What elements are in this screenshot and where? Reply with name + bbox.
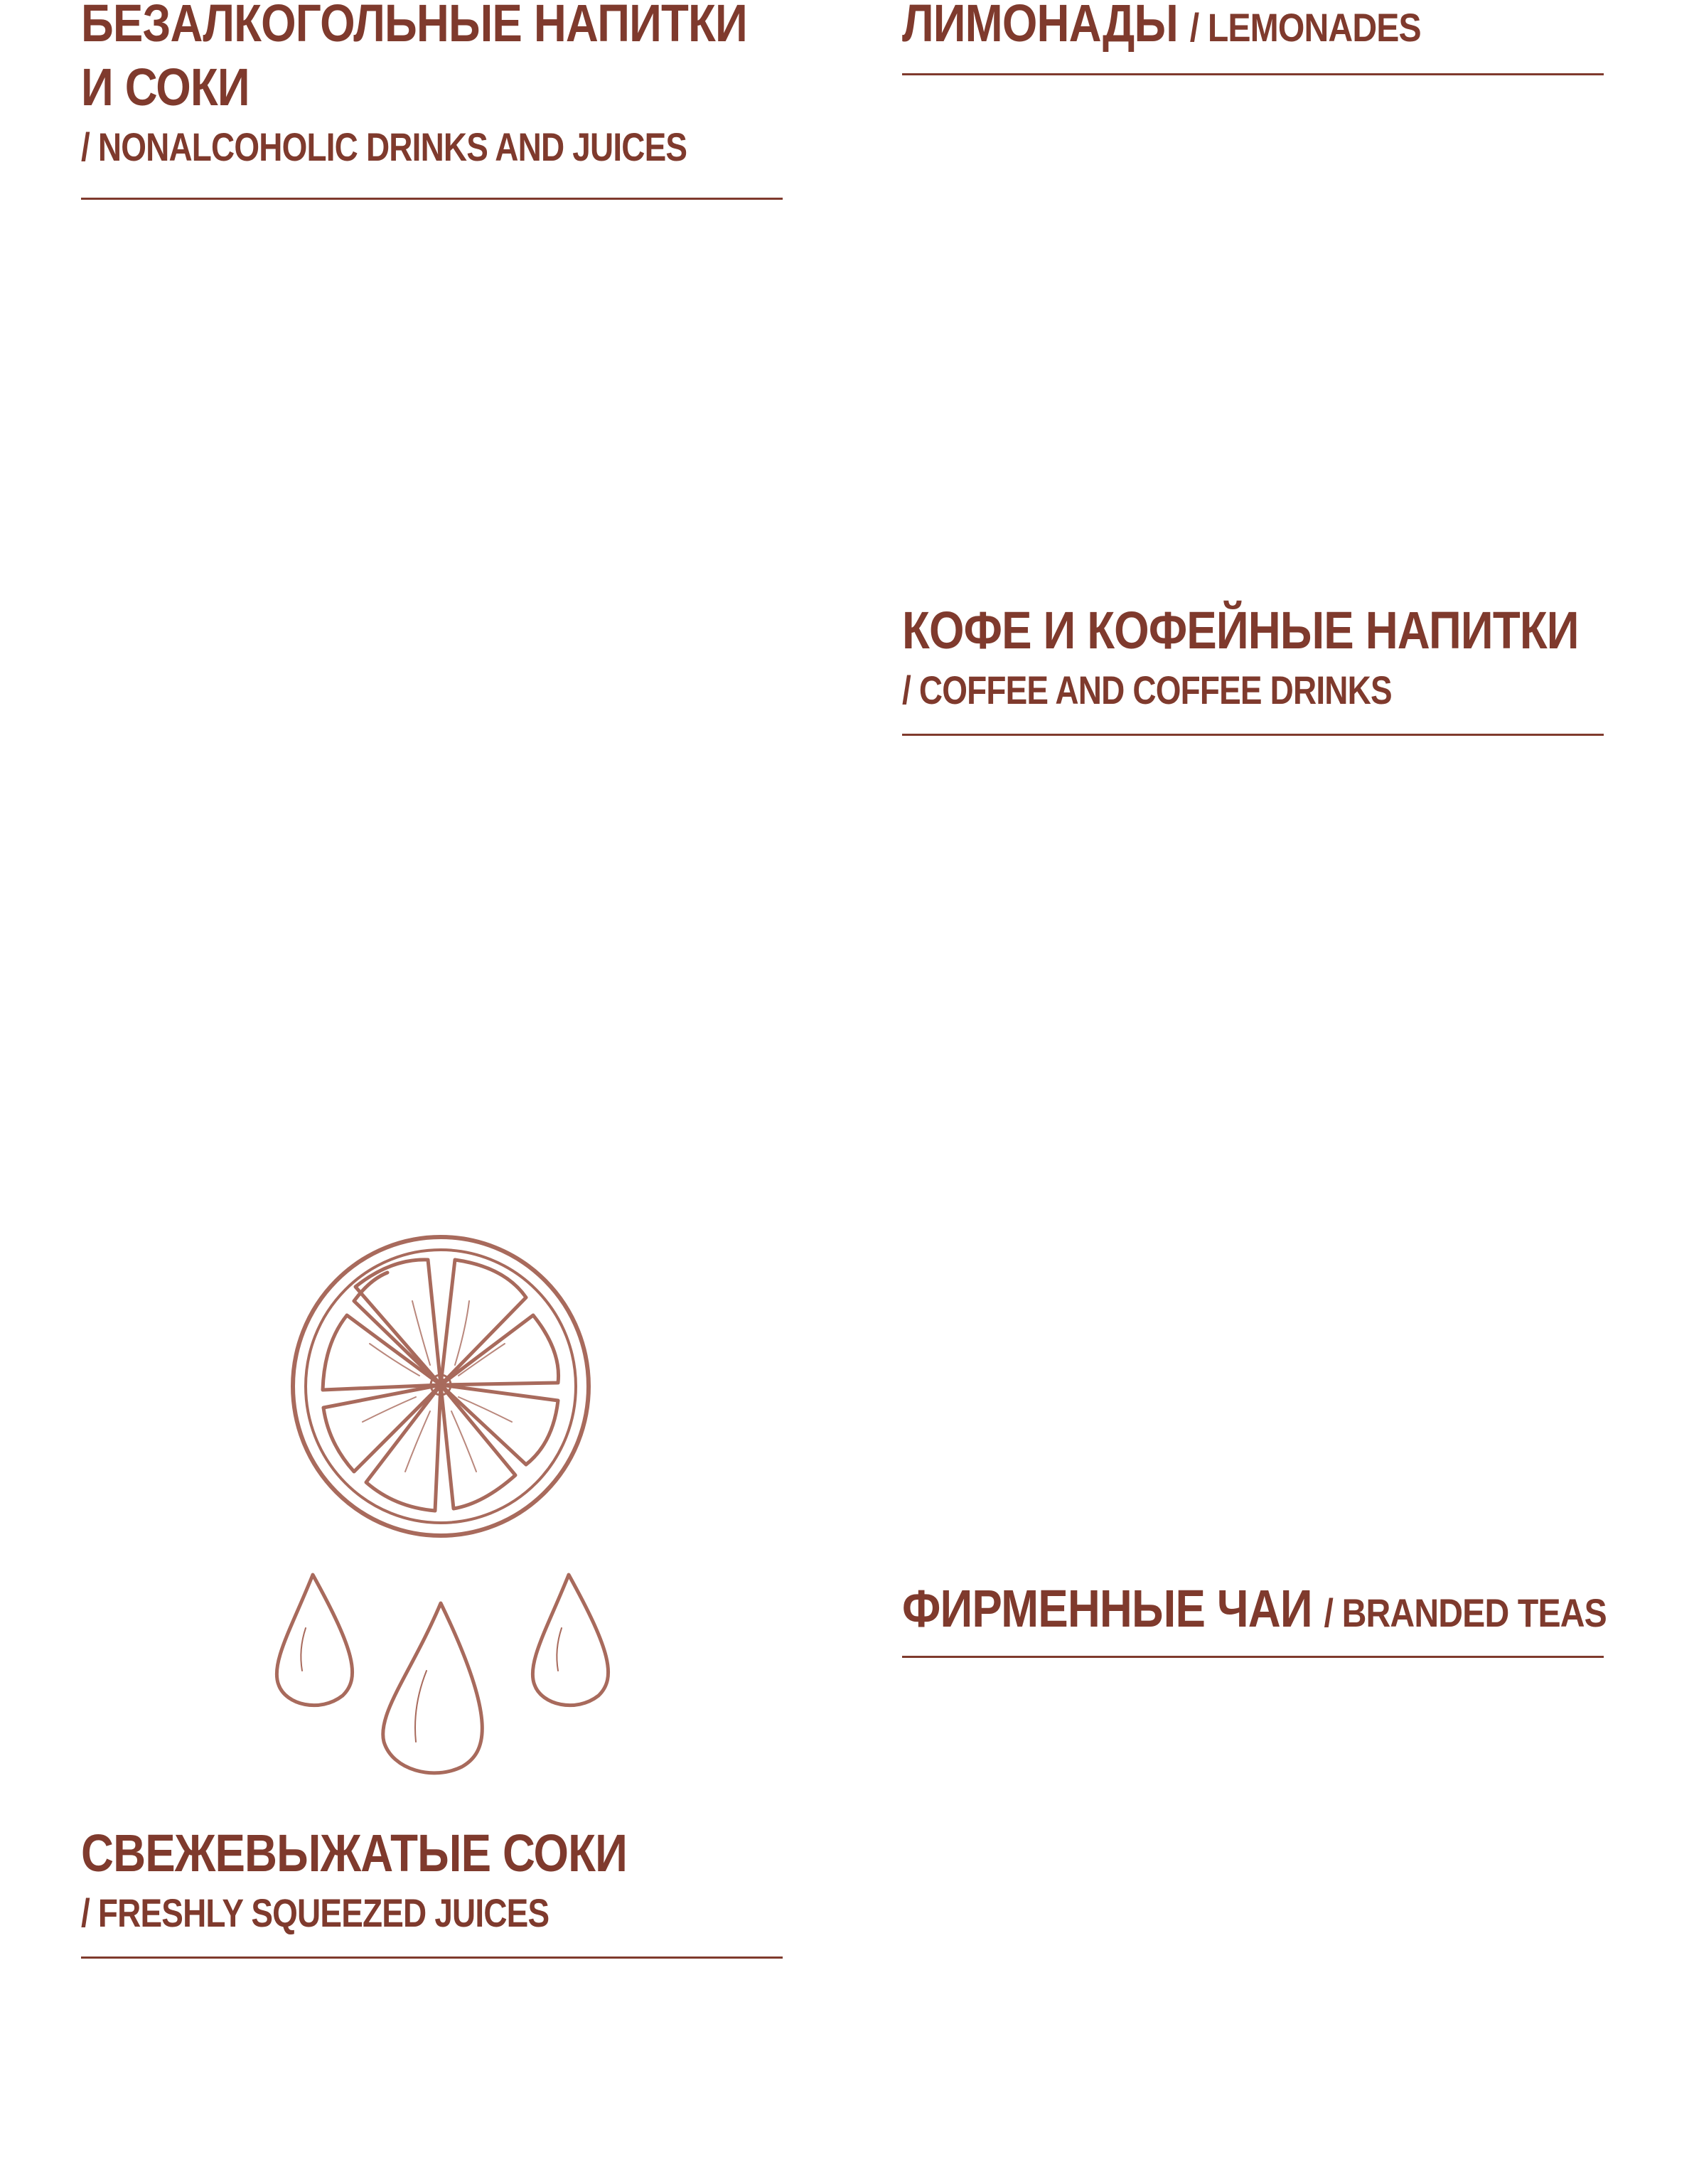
section-divider — [902, 1656, 1604, 1658]
section-subtitle: / NONALCOHOLIC DRINKS AND JUICES — [81, 124, 687, 169]
section-title: ФИРМЕННЫЕ ЧАИ — [902, 1579, 1312, 1638]
section-divider — [81, 198, 783, 200]
section-divider — [902, 73, 1604, 75]
section-title: СВЕЖЕВЫЖАТЫЕ СОКИ — [81, 1824, 628, 1883]
section-nonalcoholic-drinks — [81, 0, 783, 175]
section-subtitle: / FRESHLY SQUEEZED JUICES — [81, 1890, 550, 1935]
section-divider — [81, 1956, 783, 1959]
section-branded-teas — [902, 1577, 1607, 1645]
section-coffee — [902, 599, 1604, 718]
citrus-slice-with-drops-icon — [270, 1230, 611, 1777]
section-divider — [902, 734, 1604, 736]
section-lemonades — [902, 0, 1604, 60]
section-title-line1: БЕЗАЛКОГОЛЬНЫЕ НАПИТКИ — [81, 0, 747, 53]
section-title-line2: И СОКИ — [81, 58, 250, 117]
section-heading — [902, 0, 1506, 60]
section-fresh-juices — [81, 1821, 783, 1941]
section-title: ЛИМОНАДЫ — [902, 0, 1178, 53]
section-subtitle: / COFFEE AND COFFEE DRINKS — [902, 668, 1392, 712]
section-subtitle: / BRANDED TEAS — [1324, 1590, 1607, 1635]
section-title: КОФЕ И КОФЕЙНЫЕ НАПИТКИ — [902, 601, 1579, 660]
section-subtitle: / LEMONADES — [1189, 5, 1421, 50]
section-heading — [902, 1577, 1607, 1645]
